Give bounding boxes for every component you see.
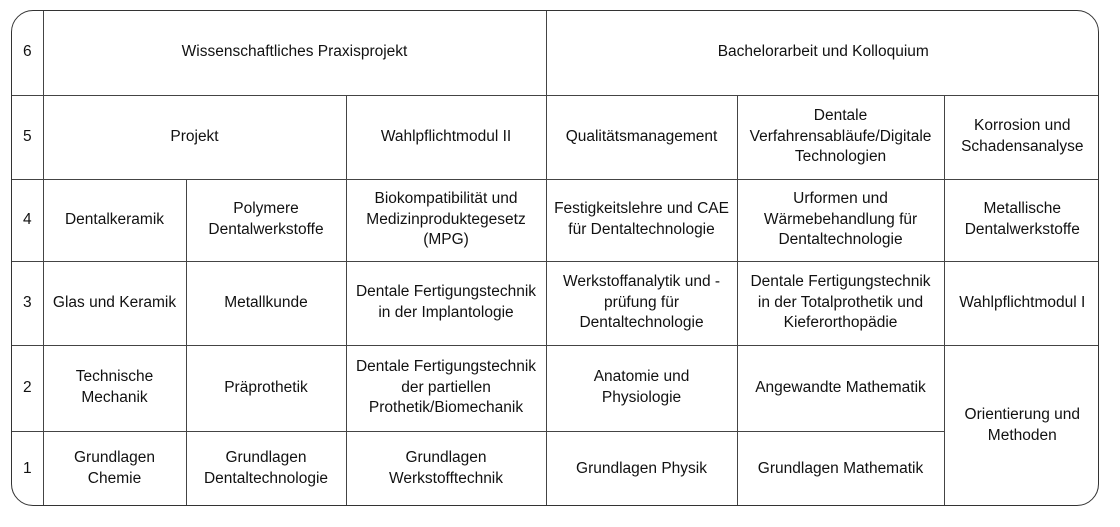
module-cell: Technische Mechanik (43, 345, 186, 431)
module-cell: Urformen und Wärmebehandlung für Dentaltechnologie (737, 179, 944, 261)
module-cell: Glas und Keramik (43, 261, 186, 345)
module-cell: Orientierung und Methoden (944, 345, 1099, 506)
semester-number: 2 (12, 345, 43, 431)
semester-row-1 (12, 431, 1099, 506)
module-cell: Grundlagen Werkstofftechnik (346, 431, 546, 506)
module-cell: Werkstoffanalytik und -prüfung für Dentaltechnologie (546, 261, 737, 345)
module-cell: Grundlagen Mathematik (737, 431, 944, 506)
module-cell: Korrosion und Schadensanalyse (944, 95, 1099, 179)
semester-row-5 (12, 95, 1099, 179)
module-cell: Angewandte Mathematik (737, 345, 944, 431)
module-cell: Grundlagen Dentaltechnologie (186, 431, 346, 506)
module-cell: Dentale Verfahrensabläufe/Digitale Technologien (737, 95, 944, 179)
module-cell: Festigkeitslehre und CAE für Dentaltechnologie (546, 179, 737, 261)
module-cell: Grundlagen Physik (546, 431, 737, 506)
module-cell: Bachelorarbeit und Kolloquium (546, 11, 1099, 95)
semester-number: 1 (12, 431, 43, 506)
semester-number: 6 (12, 11, 43, 95)
semester-row-2 (12, 345, 1099, 431)
module-cell: Grundlagen Chemie (43, 431, 186, 506)
module-cell: Präprothetik (186, 345, 346, 431)
module-cell: Qualitätsmanagement (546, 95, 737, 179)
semester-row-3 (12, 261, 1099, 345)
module-cell: Polymere Dentalwerkstoffe (186, 179, 346, 261)
semester-number: 4 (12, 179, 43, 261)
module-cell: Projekt (43, 95, 346, 179)
module-cell: Wahlpflichtmodul II (346, 95, 546, 179)
module-cell: Biokompatibilität und Medizinproduktegesetz (MPG) (346, 179, 546, 261)
curriculum-table (12, 11, 1099, 506)
module-cell: Metallische Dentalwerkstoffe (944, 179, 1099, 261)
semester-number: 3 (12, 261, 43, 345)
module-cell: Dentale Fertigungstechnik in der Implantologie (346, 261, 546, 345)
module-cell: Metallkunde (186, 261, 346, 345)
module-cell: Anatomie und Physiologie (546, 345, 737, 431)
semester-number: 5 (12, 95, 43, 179)
curriculum-frame (11, 10, 1099, 506)
semester-row-6 (12, 11, 1099, 95)
module-cell: Dentalkeramik (43, 179, 186, 261)
semester-row-4 (12, 179, 1099, 261)
module-cell: Wissenschaftliches Praxisprojekt (43, 11, 546, 95)
module-cell: Dentale Fertigungstechnik in der Totalprothetik und Kieferorthopädie (737, 261, 944, 345)
module-cell: Dentale Fertigungstechnik der partiellen Prothetik/Biomechanik (346, 345, 546, 431)
module-cell: Wahlpflichtmodul I (944, 261, 1099, 345)
